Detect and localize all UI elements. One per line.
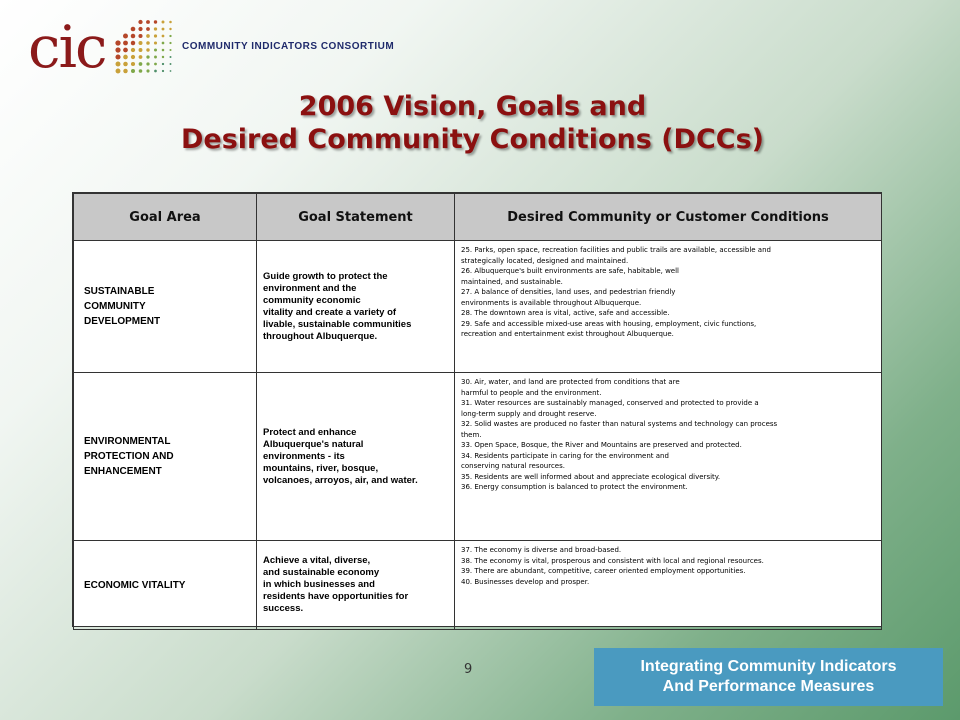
- condition-line: them.: [461, 430, 482, 439]
- logo-dot: [131, 48, 135, 52]
- goal-statement-line: in which businesses and: [263, 579, 375, 590]
- logo-dot: [123, 41, 128, 46]
- goal-statement-line: environments - its: [263, 450, 345, 462]
- condition-line: 38. The economy is vital, prosperous and consistent with local and regional resources.: [461, 556, 764, 565]
- condition-line: harmful to people and the environment.: [461, 388, 602, 397]
- org-name: COMMUNITY INDICATORS CONSORTIUM: [182, 41, 395, 52]
- condition-line: strategically located, designed and maintained.: [461, 256, 629, 265]
- title-line-1: 2006 Vision, Goals and: [298, 91, 647, 122]
- condition-line: maintained, and sustainable.: [461, 277, 563, 286]
- logo-dot: [169, 28, 171, 30]
- condition-line: 31. Water resources are sustainably managed, conserved and protected to provide a: [461, 399, 759, 407]
- goal-statement-line: and sustainable economy: [263, 567, 380, 578]
- logo-dot: [116, 62, 121, 67]
- logo-dot: [169, 49, 171, 51]
- goal-area-line: ECONOMIC VITALITY: [84, 579, 186, 591]
- condition-line: 32. Solid wastes are produced no faster than natural systems and technology can process: [461, 420, 778, 428]
- condition-line: 28. The downtown area is vital, active, safe and accessible.: [461, 309, 670, 317]
- logo-dot: [154, 41, 157, 44]
- conditions-cell: [455, 373, 882, 541]
- condition-line: conserving natural resources.: [461, 462, 565, 470]
- logo-dot: [170, 70, 172, 72]
- logo-dot: [154, 34, 157, 37]
- logo-dot: [131, 41, 135, 45]
- logo-dot: [146, 41, 150, 45]
- logo-dot: [116, 69, 121, 74]
- condition-line: 26. Albuquerque's built environments are safe, habitable, well: [461, 267, 680, 275]
- logo-dot: [170, 63, 172, 65]
- logo-dot: [146, 48, 149, 51]
- goal-area-line: ENVIRONMENTAL: [84, 436, 171, 447]
- logo-dot: [154, 63, 157, 66]
- logo-dot: [131, 69, 135, 73]
- logo-dot: [162, 49, 165, 52]
- condition-line: 40. Businesses develop and prosper.: [461, 577, 590, 586]
- page-title: [0, 90, 945, 156]
- goal-area-cell: [74, 373, 257, 541]
- logo-dot: [139, 62, 143, 66]
- logo-dot: [123, 62, 128, 67]
- table-row: [74, 373, 882, 541]
- logo-dot: [146, 34, 150, 38]
- goal-area-line: ENHANCEMENT: [84, 466, 162, 477]
- goal-area-cell: [74, 541, 257, 630]
- logo-dot: [131, 34, 136, 39]
- banner-line-2: And Performance Measures: [662, 678, 875, 695]
- goal-area-line: COMMUNITY: [84, 301, 146, 312]
- logo-dot: [154, 27, 157, 30]
- logo-dot: [162, 63, 164, 65]
- logo-dot: [162, 70, 164, 72]
- goal-statement-line: vitality and create a variety of: [263, 306, 397, 318]
- logo-dot: [139, 41, 143, 45]
- logo-dot: [146, 55, 149, 58]
- condition-line: 35. Residents are well informed about and appreciate ecological diversity.: [461, 472, 721, 481]
- logo-dot: [154, 56, 157, 59]
- logo-dot: [139, 55, 143, 59]
- condition-line: environments is available throughout Albuquerque.: [461, 298, 642, 307]
- goal-statement-line: Guide growth to protect the: [263, 270, 388, 282]
- logo-dot: [154, 20, 157, 23]
- logo-dot: [138, 20, 142, 24]
- logo-dot: [162, 56, 164, 58]
- table-header-row: [74, 194, 882, 241]
- goals-table: [72, 192, 882, 627]
- logo-dot: [123, 69, 127, 73]
- logo-dot: [131, 27, 136, 32]
- logo-dot: [115, 47, 120, 52]
- logo-dot: [162, 42, 165, 45]
- cic-logo: [14, 10, 174, 81]
- goal-statement-cell: [257, 241, 455, 373]
- header-goal-area: Goal Area: [74, 194, 257, 241]
- logo-dot: [138, 34, 142, 38]
- goal-statement-line: success.: [263, 603, 304, 614]
- header-conditions: Desired Community or Customer Conditions: [455, 194, 882, 241]
- logo-dot: [162, 35, 165, 38]
- logo-dot: [115, 40, 120, 45]
- goal-area-cell: [74, 241, 257, 373]
- condition-line: long-term supply and drought reserve.: [461, 409, 597, 418]
- condition-line: recreation and entertainment exist throughout Albuquerque.: [461, 330, 674, 338]
- table-row: [74, 241, 882, 373]
- condition-line: 37. The economy is diverse and broad-based.: [461, 546, 622, 554]
- logo-dot: [131, 62, 135, 66]
- goal-area-line: DEVELOPMENT: [84, 316, 161, 327]
- logo-dot: [123, 34, 128, 39]
- goal-statement-line: residents have opportunities for: [263, 591, 409, 602]
- logo-dot: [146, 20, 150, 24]
- goal-statement-cell: [257, 541, 455, 630]
- condition-line: 34. Residents participate in caring for the environment and: [461, 451, 669, 460]
- footer-banner: [594, 648, 943, 706]
- goal-statement-line: environment and the: [263, 282, 357, 294]
- goal-statement-line: livable, sustainable communities: [263, 318, 412, 330]
- goal-statement-line: volcanoes, arroyos, air, and water.: [263, 474, 418, 486]
- goal-area-line: PROTECTION AND: [84, 451, 174, 462]
- logo-dot-grid-icon: [114, 18, 178, 78]
- conditions-cell: [455, 541, 882, 630]
- condition-line: 33. Open Space, Bosque, the River and Mountains are preserved and protected.: [461, 441, 742, 449]
- logo-dot: [169, 42, 171, 44]
- logo-dot: [131, 55, 135, 59]
- logo-dot: [146, 27, 150, 31]
- logo-dot: [138, 27, 142, 31]
- logo-dot: [146, 69, 149, 72]
- logo-dot: [169, 56, 171, 58]
- page-number: 9: [464, 662, 473, 677]
- banner-line-1: Integrating Community Indicators: [640, 658, 897, 675]
- title-line-2: Desired Community Conditions (DCCs): [180, 124, 764, 155]
- logo-dot: [162, 21, 165, 24]
- logo-dot: [139, 69, 143, 73]
- logo-text: cic: [28, 13, 106, 81]
- condition-line: 25. Parks, open space, recreation facilities and public trails are available, accessible and: [461, 246, 771, 254]
- condition-line: 36. Energy consumption is balanced to protect the environment.: [461, 483, 688, 491]
- goal-statement-line: community economic: [263, 294, 361, 306]
- condition-line: 30. Air, water, and land are protected from conditions that are: [461, 378, 680, 386]
- logo-dot: [154, 70, 157, 73]
- logo-dot: [123, 55, 128, 60]
- condition-line: 29. Safe and accessible mixed-use areas with housing, employment, civic functions,: [461, 319, 757, 328]
- goal-statement-line: mountains, river, bosque,: [263, 462, 379, 474]
- header-goal-statement: Goal Statement: [257, 194, 455, 241]
- logo-dot: [169, 35, 171, 37]
- logo-dot: [115, 54, 120, 59]
- conditions-cell: [455, 241, 882, 373]
- condition-line: 27. A balance of densities, land uses, and pedestrian friendly: [461, 288, 676, 296]
- goal-statement-line: Achieve a vital, diverse,: [263, 555, 371, 566]
- logo-dot: [146, 62, 149, 65]
- table-row: [74, 541, 882, 630]
- logo-dot: [154, 49, 157, 52]
- goal-area-line: SUSTAINABLE: [84, 286, 155, 297]
- goal-statement-line: Protect and enhance: [263, 426, 357, 438]
- goal-statement-line: Albuquerque's natural: [263, 438, 364, 450]
- logo-dot: [162, 28, 165, 31]
- logo-dot: [139, 48, 143, 52]
- goal-statement-cell: [257, 373, 455, 541]
- goal-statement-line: throughout Albuquerque.: [263, 330, 378, 342]
- logo-dot: [123, 48, 128, 53]
- logo-dot: [169, 21, 172, 24]
- condition-line: 39. There are abundant, competitive, career oriented employment opportunities.: [461, 567, 746, 575]
